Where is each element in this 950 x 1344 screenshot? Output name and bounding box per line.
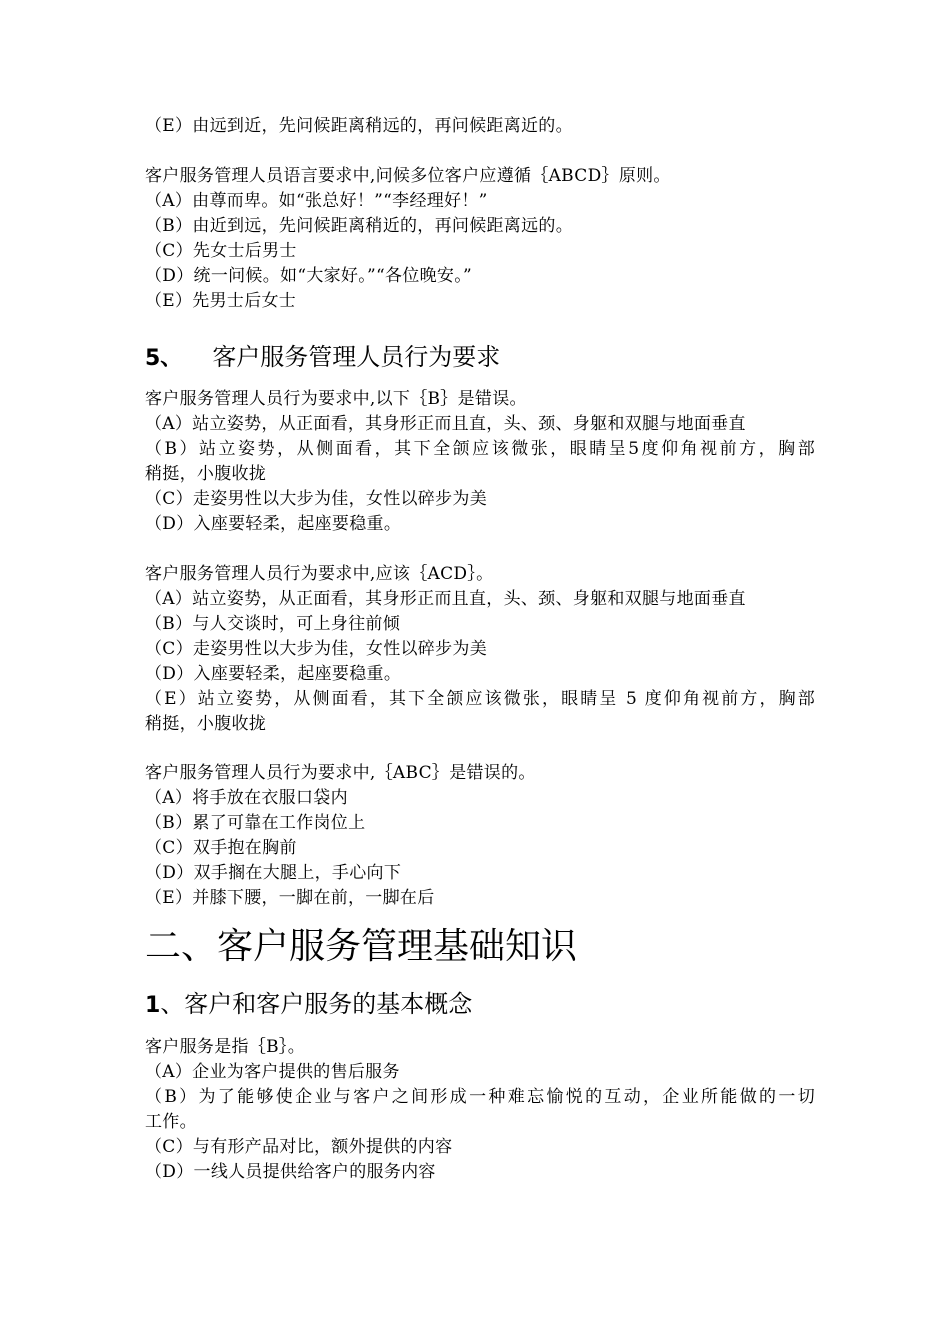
option-c: （C）与有形产品对比，额外提供的内容 [145, 1137, 453, 1157]
option-e: （E）站立姿势，从侧面看，其下全颌应该微张，眼睛呈 5 度仰角视前方，胸部 [145, 689, 815, 709]
section-number: 5、 [145, 346, 183, 371]
section-heading [145, 340, 815, 376]
subsection-number: 1 [145, 993, 161, 1018]
option-e: （E）先男士后女士 [145, 291, 297, 311]
option-b: （B）站立姿势，从侧面看，其下全颌应该微张，眼睛呈5度仰角视前方，胸部 [145, 439, 815, 459]
question-behavior-wrong [145, 387, 815, 537]
question-stem: 客户服务管理人员行为要求中,应该｛ACD｝。 [145, 564, 494, 584]
question-behavior-wrong-2 [145, 761, 815, 911]
question-stem: 客户服务管理人员行为要求中,以下｛B｝是错误。 [145, 389, 527, 409]
option-e-continued: 稍挺，小腹收拢 [145, 714, 267, 734]
option-a: （A）将手放在衣服口袋内 [145, 788, 348, 808]
option-b: （B）与人交谈时，可上身往前倾 [145, 614, 400, 634]
option-c: （C）双手抱在胸前 [145, 838, 297, 858]
option-a: （A）企业为客户提供的售后服务 [145, 1062, 400, 1082]
option-d: （D）入座要轻柔，起座要稳重。 [145, 514, 402, 534]
question-stem: 客户服务管理人员语言要求中,问候多位客户应遵循｛ABCD｝原则。 [145, 166, 671, 186]
option-e: （E）由远到近，先问候距离稍远的，再问候距离近的。 [145, 116, 573, 136]
option-b: （B）累了可靠在工作岗位上 [145, 813, 366, 833]
option-a: （A）站立姿势，从正面看，其身形正而且直，头、颈、身躯和双腿与地面垂直 [145, 414, 746, 434]
option-b: （B）由近到远，先问候距离稍近的，再问候距离远的。 [145, 216, 573, 236]
question-fragment [145, 114, 815, 139]
option-c: （C）走姿男性以大步为佳，女性以碎步为美 [145, 489, 488, 509]
option-a: （A）由尊而卑。如“张总好！”“李经理好！” [145, 191, 488, 211]
option-e: （E）并膝下腰，一脚在前，一脚在后 [145, 888, 435, 908]
subsection-title: 、客户和客户服务的基本概念 [160, 990, 473, 1018]
question-stem: 客户服务管理人员行为要求中,｛ABC｝是错误的。 [145, 763, 536, 783]
option-b: （B）为了能够使企业与客户之间形成一种难忘愉悦的互动，企业所能做的一切 [145, 1087, 815, 1107]
option-d: （D）一线人员提供给客户的服务内容 [145, 1162, 436, 1182]
chapter-heading: 二、客户服务管理基础知识 [145, 926, 578, 967]
option-b-continued: 工作。 [145, 1112, 197, 1132]
question-greeting-order [145, 164, 815, 314]
option-d: （D）双手搁在大腿上，手心向下 [145, 863, 402, 883]
option-c: （C）先女士后男士 [145, 241, 297, 261]
question-service-definition [145, 1035, 815, 1185]
option-d: （D）入座要轻柔，起座要稳重。 [145, 664, 402, 684]
option-a: （A）站立姿势，从正面看，其身形正而且直，头、颈、身躯和双腿与地面垂直 [145, 589, 746, 609]
question-behavior-correct [145, 562, 815, 737]
option-c: （C）走姿男性以大步为佳，女性以碎步为美 [145, 639, 488, 659]
subsection-heading [145, 987, 815, 1023]
question-stem: 客户服务是指｛B｝。 [145, 1037, 305, 1057]
option-b-continued: 稍挺，小腹收拢 [145, 464, 267, 484]
section-title: 客户服务管理人员行为要求 [212, 343, 501, 371]
option-d: （D）统一问候。如“大家好。”“各位晚安。” [145, 266, 472, 286]
